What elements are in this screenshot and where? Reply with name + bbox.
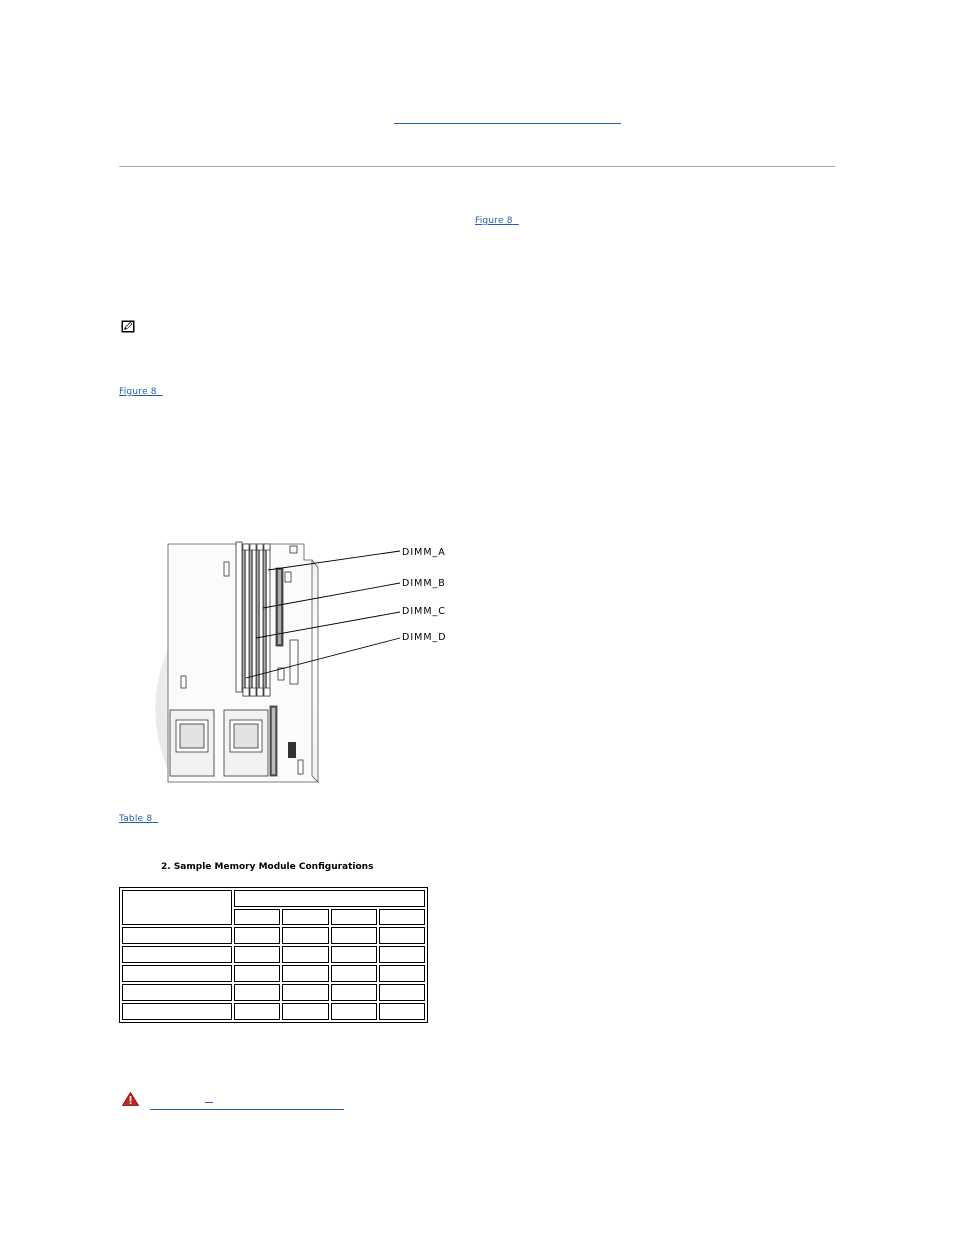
top-link[interactable] xyxy=(394,110,621,124)
table-cell xyxy=(122,984,232,1001)
table-row xyxy=(122,946,425,963)
horizontal-rule xyxy=(119,166,835,167)
table-cell xyxy=(379,909,425,925)
dimm-c-label: DIMM_C xyxy=(402,606,446,617)
table-cell xyxy=(122,927,232,944)
table-cell xyxy=(234,946,280,963)
table-link[interactable]: Table 8 xyxy=(119,814,153,824)
table-header-row xyxy=(122,890,425,907)
table-cell xyxy=(234,984,280,1001)
table-cell xyxy=(122,1003,232,1020)
table-cell xyxy=(282,946,328,963)
table-cell xyxy=(122,965,232,982)
table-cell xyxy=(282,1003,328,1020)
memory-socket-figure xyxy=(128,538,458,790)
table-cell xyxy=(331,965,377,982)
warning-triangle-icon xyxy=(122,1091,139,1105)
table-cell xyxy=(122,946,232,963)
table-cell xyxy=(379,984,425,1001)
table-caption: 2. Sample Memory Module Configurations xyxy=(161,862,374,872)
memory-config-table xyxy=(119,887,428,1023)
table-cell xyxy=(331,946,377,963)
table-row xyxy=(122,927,425,944)
table-cell xyxy=(234,927,280,944)
table-cell xyxy=(234,1003,280,1020)
table-cell xyxy=(234,965,280,982)
motherboard-diagram xyxy=(128,538,458,790)
table-cell xyxy=(331,984,377,1001)
table-cell xyxy=(379,946,425,963)
table-cell xyxy=(379,927,425,944)
table-cell xyxy=(282,909,328,925)
dimm-b-label: DIMM_B xyxy=(402,578,446,589)
warning-link[interactable] xyxy=(150,1098,344,1110)
table-cell xyxy=(234,890,425,907)
dimm-d-label: DIMM_D xyxy=(402,632,447,643)
table-cell xyxy=(122,890,232,925)
table-cell xyxy=(331,909,377,925)
table-cell xyxy=(331,927,377,944)
table-row xyxy=(122,965,425,982)
table-cell xyxy=(282,984,328,1001)
figure-link-2[interactable]: Figure 8 xyxy=(119,387,157,397)
table-cell xyxy=(379,965,425,982)
dimm-a-label: DIMM_A xyxy=(402,547,446,558)
table-cell xyxy=(331,1003,377,1020)
table-row xyxy=(122,1003,425,1020)
figure-link-1[interactable]: Figure 8 xyxy=(475,216,513,226)
table-cell xyxy=(282,965,328,982)
table-cell xyxy=(379,1003,425,1020)
note-pencil-icon xyxy=(121,318,135,331)
table-cell xyxy=(234,909,280,925)
table-row xyxy=(122,984,425,1001)
table-cell xyxy=(282,927,328,944)
